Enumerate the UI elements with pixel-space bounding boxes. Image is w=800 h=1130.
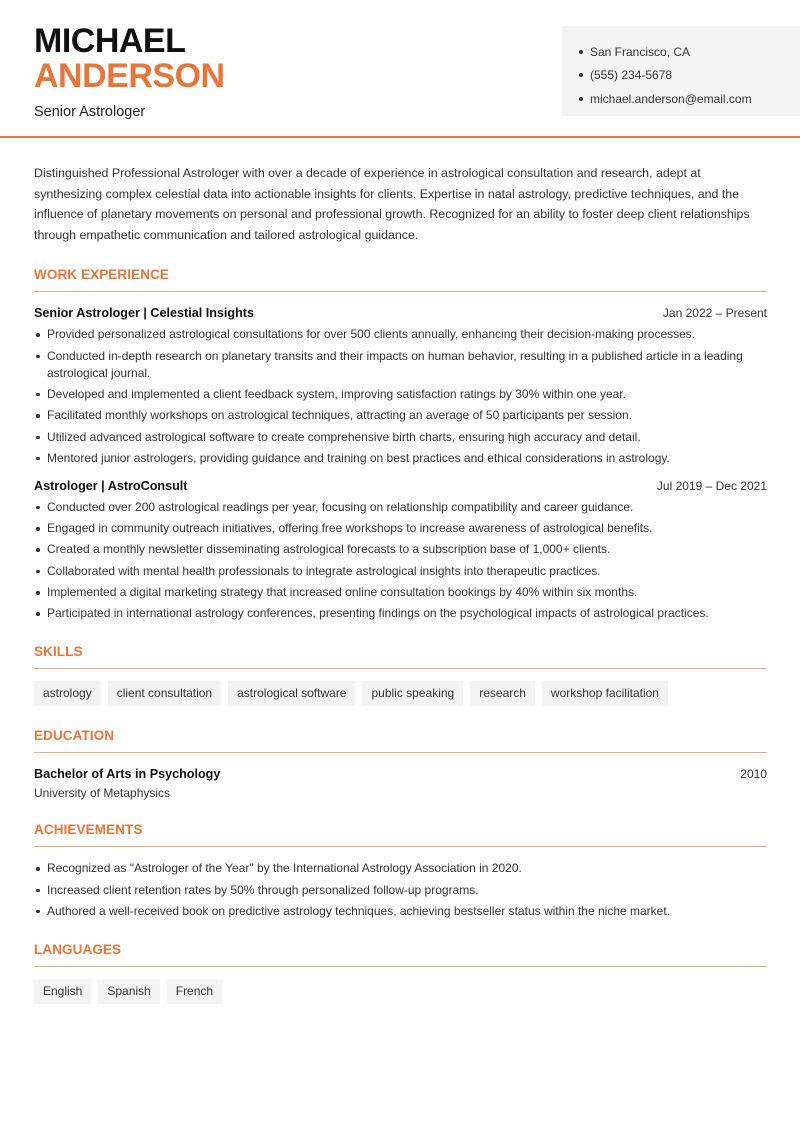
bullet-item xyxy=(34,541,767,558)
bullet-icon xyxy=(36,867,40,871)
work-experience-section xyxy=(34,267,767,622)
job-header xyxy=(34,479,767,493)
bullet-item xyxy=(34,348,767,382)
bullet-text: Implemented a digital marketing strategy that increased online consultation bookings by 40% within six months. xyxy=(47,585,638,600)
bullet-item xyxy=(34,499,767,516)
bullet-text: Conducted over 200 astrological readings per year, focusing on relationship compatibility and career guidance. xyxy=(47,499,634,514)
first-name: MICHAEL xyxy=(34,22,186,60)
language-tag: French xyxy=(167,979,222,1004)
job-date: Jan 2022 – Present xyxy=(662,306,767,321)
job-bullets xyxy=(34,499,767,622)
bullet-icon xyxy=(36,333,40,337)
bullet-text: Mentored junior astrologers, providing guidance and training on best practices and ethical considerations in astrology. xyxy=(47,450,670,465)
bullet-text: Engaged in community outreach initiatives, offering free workshops to increase awareness of astrological benefits. xyxy=(47,521,653,536)
bullet-text: Authored a well-received book on predictive astrology techniques, achieving bestseller status within the niche market. xyxy=(47,903,671,918)
bullet-icon xyxy=(36,889,40,893)
bullet-icon xyxy=(36,506,40,510)
skills-section xyxy=(34,644,767,706)
bullet-text: Provided personalized astrological consultations for over 500 clients annually, enhancing their decision-making processes. xyxy=(47,327,696,342)
education-school: University of Metaphysics xyxy=(34,786,171,801)
bullet-item xyxy=(34,605,767,622)
education-year: 2010 xyxy=(740,767,767,782)
contact-location xyxy=(579,40,800,64)
bullet-icon xyxy=(36,414,40,418)
bullet-text: Increased client retention rates by 50% through personalized follow-up programs. xyxy=(47,882,479,897)
skill-tag: workshop facilitation xyxy=(542,681,668,706)
job-header xyxy=(34,306,767,320)
bullet-icon xyxy=(36,393,40,397)
education-header xyxy=(34,767,767,781)
job-role: Senior Astrologer | Celestial Insights xyxy=(34,306,254,321)
skill-tags xyxy=(34,681,767,706)
skill-tag: research xyxy=(470,681,535,706)
bullet-item xyxy=(34,429,767,446)
section-title: EDUCATION xyxy=(34,728,767,753)
achievement-bullets xyxy=(34,860,767,920)
job-date: Jul 2019 – Dec 2021 xyxy=(656,478,767,493)
bullet-item xyxy=(34,450,767,467)
contact-phone-text: (555) 234-5678 xyxy=(590,68,673,83)
bullet-icon xyxy=(36,355,40,359)
language-tag: English xyxy=(34,979,91,1004)
job-entry xyxy=(34,306,767,466)
bullet-text: Collaborated with mental health professionals to integrate astrological insights into therapeutic practices. xyxy=(47,563,601,578)
bullet-item xyxy=(34,860,767,877)
bullet-text: Conducted in-depth research on planetary transits and their impacts on human behavior, resulting in a published article in a leading astrological journal. xyxy=(47,348,743,380)
bullet-item xyxy=(34,584,767,601)
bullet-icon xyxy=(36,612,40,616)
job-role: Astrologer | AstroConsult xyxy=(34,478,188,493)
contact-email-text: michael.anderson@email.com xyxy=(590,91,752,106)
skill-tag: astrology xyxy=(34,681,101,706)
bullet-icon xyxy=(579,73,583,77)
skill-tag: astrological software xyxy=(228,681,355,706)
education-section xyxy=(34,728,767,800)
bullet-text: Created a monthly newsletter disseminating astrological forecasts to a subscription base of 1,000+ clients. xyxy=(47,542,611,557)
bullet-item xyxy=(34,326,767,343)
contact-box xyxy=(562,26,800,116)
bullet-item xyxy=(34,882,767,899)
languages-section xyxy=(34,942,767,1004)
bullet-text: Participated in international astrology conferences, presenting findings on the psychological impacts of astrological practices. xyxy=(47,606,709,621)
achievements-section xyxy=(34,822,767,920)
bullet-item xyxy=(34,520,767,537)
bullet-icon xyxy=(579,97,583,101)
resume-header xyxy=(0,0,800,138)
job-title: Senior Astrologer xyxy=(34,104,146,120)
section-title: LANGUAGES xyxy=(34,942,767,967)
bullet-item xyxy=(34,903,767,920)
section-title: ACHIEVEMENTS xyxy=(34,822,767,847)
education-degree: Bachelor of Arts in Psychology xyxy=(34,767,221,782)
language-tags xyxy=(34,979,767,1004)
bullet-text: Recognized as "Astrologer of the Year" by the International Astrology Association in 2020. xyxy=(47,861,522,876)
bullet-text: Utilized advanced astrological software to create comprehensive birth charts, ensuring high accuracy and detail. xyxy=(47,429,641,444)
section-title: SKILLS xyxy=(34,644,767,669)
bullet-item xyxy=(34,563,767,580)
bullet-icon xyxy=(579,50,583,54)
bullet-text: Facilitated monthly workshops on astrological techniques, attracting an average of 50 participants per session. xyxy=(47,408,632,423)
contact-email xyxy=(579,87,800,111)
contact-phone xyxy=(579,64,800,88)
contact-location-text: San Francisco, CA xyxy=(590,44,691,59)
bullet-item xyxy=(34,407,767,424)
bullet-icon xyxy=(36,527,40,531)
job-bullets xyxy=(34,326,767,466)
skill-tag: public speaking xyxy=(362,681,463,706)
bullet-icon xyxy=(36,910,40,914)
bullet-text: Developed and implemented a client feedback system, improving satisfaction ratings by 30% within one year. xyxy=(47,386,626,401)
language-tag: Spanish xyxy=(98,979,159,1004)
name-block xyxy=(34,24,225,120)
bullet-icon xyxy=(36,570,40,574)
bullet-icon xyxy=(36,591,40,595)
bullet-item xyxy=(34,386,767,403)
summary: Distinguished Professional Astrologer with over a decade of experience in astrological consultation and research, adept at synthesizing complex celestial data into actionable insights for clients. Expertise in natal astrology, predictive techniques, and the influence of planetary movements on personal and professional growth. Recognized for an ability to foster deep client relationships through empathetic communication and tailored astrological guidance. xyxy=(34,166,750,242)
job-entry xyxy=(34,479,767,622)
skill-tag: client consultation xyxy=(108,681,221,706)
resume-body xyxy=(34,163,767,1004)
bullet-icon xyxy=(36,548,40,552)
bullet-icon xyxy=(36,436,40,440)
bullet-icon xyxy=(36,457,40,461)
last-name: ANDERSON xyxy=(34,57,225,95)
section-title: WORK EXPERIENCE xyxy=(34,267,767,292)
